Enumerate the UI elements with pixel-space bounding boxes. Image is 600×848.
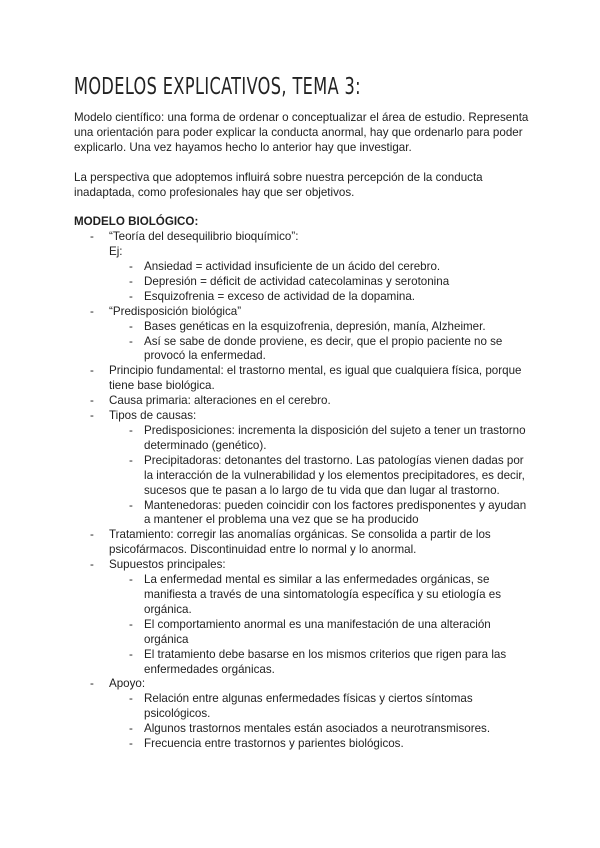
bullet-dash: - (129, 260, 133, 274)
sub-list-item-text: Bases genéticas en la esquizofrenia, depresión, manía, Alzheimer. (144, 319, 486, 333)
intro-paragraph: La perspectiva que adoptemos influirá sobre nuestra percepción de la conducta inadaptada, como profesionales hay que ser objetivos. (74, 170, 483, 199)
sub-list-item-text: Frecuencia entre trastornos y parientes biológicos. (144, 737, 404, 751)
bullet-dash: - (129, 498, 133, 512)
sub-list-item (74, 618, 534, 648)
list-item (74, 305, 534, 320)
sub-list-item-text: El tratamiento debe basarse en los mismos criterios que rigen para las enfermedades orgánicas. (144, 647, 507, 676)
sub-list-item-text: Relación entre algunas enfermedades físicas y ciertos síntomas psicológicos. (144, 692, 473, 721)
bullet-dash: - (90, 364, 94, 378)
bullet-dash: - (90, 528, 94, 542)
list-item-text: Tratamiento: corregir las anomalías orgánicas. Se consolida a partir de los psicofármacos. Discontinuidad entre lo normal y lo anormal. (109, 528, 491, 557)
sub-list-item (74, 424, 534, 454)
list-item-text: Principio fundamental: el trastorno mental, es igual que cualquiera física, porque tiene base biológica. (109, 364, 522, 393)
list-item-text: Causa primaria: alteraciones en el cerebro. (109, 394, 331, 408)
sub-list-item (74, 648, 534, 678)
bullet-dash: - (129, 617, 133, 631)
sub-list-item (74, 290, 534, 305)
bullet-dash: - (129, 424, 133, 437)
bullet-dash: - (129, 274, 133, 288)
bullet-dash: - (129, 573, 133, 587)
bullet-dash: - (90, 409, 94, 423)
list-item (74, 409, 534, 424)
bullet-dash: - (129, 692, 133, 706)
bullet-dash: - (129, 647, 133, 661)
sub-list-item (74, 335, 534, 365)
list-item (74, 528, 534, 558)
list-item (74, 364, 534, 394)
sub-list-item-text: La enfermedad mental es similar a las enfermedades orgánicas, se manifiesta a través de una sintomatología específica y su etiología es orgánica. (144, 573, 502, 616)
list-item-text: Apoyo: (109, 677, 146, 691)
sub-list-item (74, 737, 534, 752)
list-item-text: Tipos de causas: (109, 409, 197, 423)
intro-paragraph: Modelo científico: una forma de ordenar o conceptualizar el área de estudio. Representa una orientación para poder explicar la conducta anormal, hay que ordenarlo para poder explicarlo. Una vez hayamos hecho lo anterior hay que investigar. (74, 111, 529, 154)
bullet-dash: - (90, 558, 94, 572)
paragraph-gap (74, 200, 534, 215)
list-item (74, 394, 534, 409)
document-body (74, 111, 534, 752)
sub-list-item-text: Precipitadoras: detonantes del trastorno. Las patologías vienen dadas por la interacción de la vulnerabilidad y los elementos precipitadores, es decir, sucesos que te pasan a lo largo de tu vida que dan lugar al trastorno. (144, 453, 525, 497)
sub-list-item-text: Algunos trastornos mentales están asociados a neurotransmisores. (144, 722, 491, 736)
section-heading: MODELO BIOLÓGICO: (74, 215, 199, 229)
sub-list-item-text: Ansiedad = actividad insuficiente de un ácido del cerebro. (144, 260, 441, 274)
bullet-dash: - (90, 677, 94, 691)
paragraph-gap (74, 156, 534, 171)
sub-list-item-text: Mantenedoras: pueden coincidir con los factores predisponentes y ayudan a mantener el problema una vez que se ha producido (144, 498, 527, 527)
sub-list-item (74, 499, 534, 529)
sub-list-item-text: Esquizofrenia = exceso de actividad de la dopamina. (144, 289, 416, 303)
sub-list-item-text: El comportamiento anormal es una manifestación de una alteración orgánica (144, 617, 491, 646)
sub-list-item (74, 454, 534, 499)
bullet-dash: - (129, 737, 133, 751)
list-item-text: “Teoría del desequilibrio bioquímico”: (109, 230, 299, 244)
list-item (74, 558, 534, 573)
sub-list-item (74, 275, 534, 290)
sub-list-item (74, 320, 534, 335)
bullet-dash: - (129, 334, 133, 348)
bullet-dash: - (129, 722, 133, 736)
list-item-text: “Predisposición biológica” (109, 304, 242, 318)
bullet-dash: - (129, 289, 133, 303)
page-title: MODELOS EXPLICATIVOS, TEMA 3: (74, 74, 362, 100)
bullet-dash: - (129, 319, 133, 333)
bullet-dash: - (90, 304, 94, 318)
bullet-dash: - (129, 453, 133, 467)
sub-list-item (74, 573, 534, 618)
sub-list-item (74, 260, 534, 275)
sub-list-item-text: Predisposiciones: incrementa la disposición del sujeto a tener un trastorno determinado (genético). (144, 424, 526, 452)
sub-list-item (74, 692, 534, 722)
example-label: Ej: (109, 245, 123, 259)
list-item (74, 230, 534, 245)
sub-list-item-text: Así se sabe de donde proviene, es decir, que el propio paciente no se provocó la enfermedad. (144, 334, 503, 363)
list-item-text: Supuestos principales: (109, 558, 226, 572)
sub-list-item-text: Depresión = déficit de actividad catecolaminas y serotonina (144, 274, 450, 288)
sub-list-item (74, 722, 534, 737)
bullet-dash: - (90, 394, 94, 408)
list-item (74, 677, 534, 692)
bullet-dash: - (90, 230, 94, 244)
